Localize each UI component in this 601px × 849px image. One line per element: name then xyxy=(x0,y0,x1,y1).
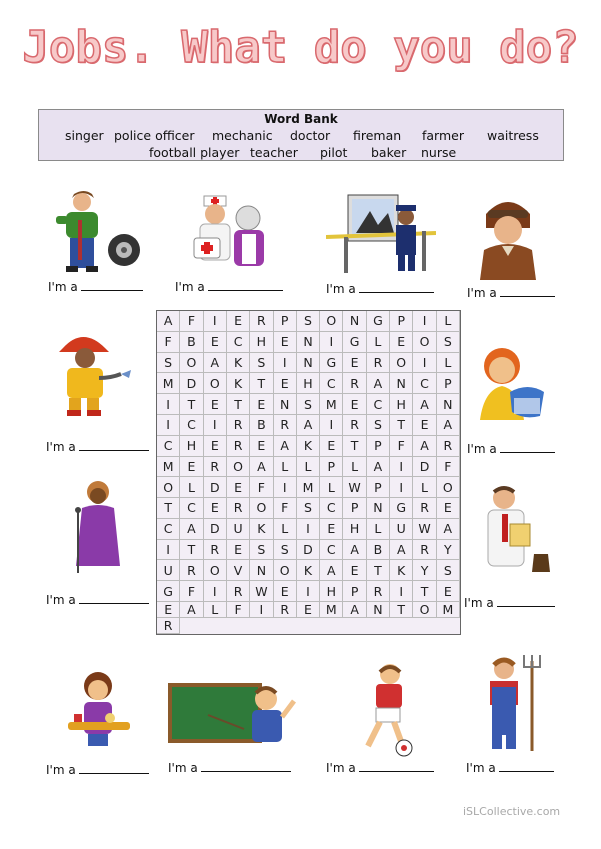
page-title: Jobs. What do you do? xyxy=(22,22,579,73)
grid-letter[interactable]: I xyxy=(297,519,320,540)
police-officer-picture xyxy=(326,193,436,278)
grid-letter[interactable]: C xyxy=(157,436,180,457)
teacher-picture xyxy=(168,683,300,753)
mechanic-picture xyxy=(52,188,142,276)
grid-letter[interactable]: W xyxy=(343,477,366,498)
answer-line[interactable]: I'm a xyxy=(466,761,554,775)
grid-letter[interactable]: T xyxy=(390,602,413,618)
word-bank-word: mechanic xyxy=(212,128,273,143)
grid-letter[interactable]: R xyxy=(204,457,227,478)
answer-line[interactable]: I'm a xyxy=(168,761,291,775)
grid-letter[interactable]: L xyxy=(367,519,390,540)
grid-letter[interactable]: T xyxy=(250,373,273,394)
grid-letter[interactable]: S xyxy=(297,394,320,415)
answer-line[interactable]: I'm a xyxy=(326,282,434,296)
word-bank-word: doctor xyxy=(290,128,331,143)
grid-letter[interactable]: E xyxy=(204,332,227,353)
grid-letter[interactable]: C xyxy=(180,415,203,436)
grid-letter[interactable]: A xyxy=(367,457,390,478)
grid-letter[interactable]: N xyxy=(343,311,366,332)
grid-letter[interactable]: O xyxy=(413,332,436,353)
grid-letter[interactable]: P xyxy=(367,436,390,457)
grid-letter[interactable]: E xyxy=(437,498,460,519)
grid-letter[interactable]: E xyxy=(204,394,227,415)
grid-letter[interactable]: A xyxy=(437,415,460,436)
grid-letter[interactable]: S xyxy=(157,353,180,374)
grid-letter[interactable]: A xyxy=(297,415,320,436)
grid-letter[interactable]: N xyxy=(297,332,320,353)
grid-letter[interactable]: G xyxy=(367,311,390,332)
grid-letter[interactable]: C xyxy=(157,519,180,540)
grid-letter[interactable]: E xyxy=(227,477,250,498)
grid-letter[interactable]: R xyxy=(274,602,297,618)
grid-letter[interactable]: I xyxy=(390,581,413,602)
grid-letter[interactable]: F xyxy=(250,477,273,498)
grid-letter[interactable]: D xyxy=(297,540,320,561)
grid-letter[interactable]: R xyxy=(227,415,250,436)
nurse-picture xyxy=(190,190,275,275)
grid-letter[interactable]: R xyxy=(343,373,366,394)
farmer-picture xyxy=(478,653,546,753)
grid-letter[interactable]: I xyxy=(157,540,180,561)
grid-letter[interactable]: T xyxy=(180,394,203,415)
pilot-picture xyxy=(472,192,544,280)
grid-letter[interactable]: O xyxy=(274,560,297,581)
grid-letter[interactable]: L xyxy=(204,602,227,618)
grid-letter[interactable]: T xyxy=(157,498,180,519)
grid-letter[interactable]: O xyxy=(204,560,227,581)
grid-letter[interactable]: S xyxy=(250,540,273,561)
grid-letter[interactable]: N xyxy=(367,602,390,618)
grid-letter[interactable]: K xyxy=(250,519,273,540)
grid-letter[interactable]: L xyxy=(320,477,343,498)
grid-letter[interactable]: M xyxy=(320,394,343,415)
grid-letter[interactable]: N xyxy=(367,498,390,519)
grid-letter[interactable]: K xyxy=(297,436,320,457)
grid-letter[interactable]: Y xyxy=(413,560,436,581)
grid-letter[interactable]: L xyxy=(437,311,460,332)
grid-letter[interactable]: R xyxy=(413,540,436,561)
grid-letter[interactable]: R xyxy=(180,560,203,581)
grid-letter[interactable]: W xyxy=(413,519,436,540)
grid-letter[interactable]: F xyxy=(390,436,413,457)
grid-letter[interactable]: E xyxy=(250,394,273,415)
grid-letter[interactable]: S xyxy=(250,353,273,374)
grid-letter[interactable]: L xyxy=(297,457,320,478)
grid-letter[interactable]: B xyxy=(367,540,390,561)
grid-letter[interactable]: C xyxy=(413,373,436,394)
grid-letter[interactable]: A xyxy=(180,519,203,540)
grid-letter[interactable]: C xyxy=(320,540,343,561)
grid-letter[interactable]: A xyxy=(413,436,436,457)
grid-letter[interactable]: I xyxy=(413,311,436,332)
grid-letter[interactable]: C xyxy=(320,498,343,519)
grid-letter[interactable]: U xyxy=(227,519,250,540)
grid-letter[interactable]: R xyxy=(157,618,180,634)
grid-letter[interactable]: A xyxy=(437,519,460,540)
grid-letter[interactable]: D xyxy=(204,477,227,498)
grid-letter[interactable]: K xyxy=(297,560,320,581)
grid-letter[interactable]: H xyxy=(250,332,273,353)
grid-letter[interactable]: E xyxy=(320,436,343,457)
grid-letter[interactable]: H xyxy=(343,519,366,540)
grid-letter[interactable]: O xyxy=(320,311,343,332)
grid-letter[interactable]: S xyxy=(437,560,460,581)
grid-letter[interactable]: O xyxy=(204,373,227,394)
grid-letter[interactable]: R xyxy=(367,353,390,374)
grid-letter[interactable]: H xyxy=(297,373,320,394)
grid-letter[interactable]: H xyxy=(180,436,203,457)
grid-letter[interactable]: I xyxy=(390,477,413,498)
grid-letter[interactable]: G xyxy=(157,581,180,602)
grid-letter[interactable]: I xyxy=(204,415,227,436)
grid-letter[interactable]: E xyxy=(437,581,460,602)
grid-letter[interactable]: U xyxy=(157,560,180,581)
grid-letter[interactable]: F xyxy=(180,581,203,602)
word-bank-word: pilot xyxy=(320,145,348,160)
grid-letter[interactable]: L xyxy=(274,457,297,478)
word-bank-word: fireman xyxy=(353,128,402,143)
grid-letter[interactable]: R xyxy=(227,498,250,519)
grid-letter[interactable]: E xyxy=(274,581,297,602)
grid-letter[interactable]: F xyxy=(227,602,250,618)
grid-letter[interactable]: E xyxy=(343,560,366,581)
grid-letter[interactable]: H xyxy=(390,394,413,415)
word-search-grid xyxy=(156,310,461,635)
grid-letter[interactable]: P xyxy=(390,311,413,332)
grid-letter[interactable]: L xyxy=(367,332,390,353)
grid-letter[interactable]: O xyxy=(250,498,273,519)
grid-letter[interactable]: E xyxy=(227,540,250,561)
grid-letter[interactable]: T xyxy=(343,436,366,457)
grid-letter[interactable]: G xyxy=(390,498,413,519)
word-bank-word: singer xyxy=(65,128,104,143)
grid-letter[interactable]: E xyxy=(180,457,203,478)
grid-letter[interactable]: R xyxy=(227,581,250,602)
grid-letter[interactable]: A xyxy=(204,353,227,374)
grid-letter[interactable]: W xyxy=(250,581,273,602)
grid-letter[interactable]: S xyxy=(297,311,320,332)
grid-letter[interactable]: L xyxy=(437,353,460,374)
answer-line[interactable]: I'm a xyxy=(46,593,149,607)
word-bank-word: football player xyxy=(149,145,240,160)
grid-letter[interactable]: E xyxy=(227,311,250,332)
grid-letter[interactable]: T xyxy=(227,394,250,415)
answer-line[interactable]: I'm a xyxy=(46,763,149,777)
grid-letter[interactable]: G xyxy=(320,353,343,374)
grid-letter[interactable]: T xyxy=(413,581,436,602)
grid-letter[interactable]: S xyxy=(274,540,297,561)
grid-letter[interactable]: R xyxy=(227,436,250,457)
grid-letter[interactable]: A xyxy=(250,457,273,478)
grid-letter[interactable]: C xyxy=(180,498,203,519)
grid-letter[interactable]: V xyxy=(227,560,250,581)
grid-letter[interactable]: I xyxy=(320,415,343,436)
grid-letter[interactable]: E xyxy=(413,415,436,436)
grid-letter[interactable]: E xyxy=(157,602,180,618)
answer-line[interactable]: I'm a xyxy=(46,440,149,454)
answer-line[interactable]: I'm a xyxy=(175,280,283,294)
word-bank-word: police officer xyxy=(114,128,195,143)
grid-letter[interactable]: A xyxy=(157,311,180,332)
grid-letter[interactable]: D xyxy=(413,457,436,478)
answer-line[interactable]: I'm a xyxy=(464,596,555,610)
grid-letter[interactable]: N xyxy=(437,394,460,415)
answer-line[interactable]: I'm a xyxy=(48,280,143,294)
grid-letter[interactable]: I xyxy=(413,353,436,374)
grid-letter[interactable]: E xyxy=(204,436,227,457)
grid-letter[interactable]: O xyxy=(227,457,250,478)
doctor-picture xyxy=(480,484,552,576)
waitress-picture xyxy=(64,668,134,748)
answer-line[interactable]: I'm a xyxy=(326,761,434,775)
grid-letter[interactable]: T xyxy=(390,415,413,436)
grid-letter[interactable]: L xyxy=(343,457,366,478)
grid-letter[interactable]: I xyxy=(157,394,180,415)
grid-letter[interactable]: L xyxy=(413,477,436,498)
word-bank-word: farmer xyxy=(422,128,464,143)
grid-letter[interactable]: T xyxy=(180,540,203,561)
grid-letter[interactable]: P xyxy=(343,581,366,602)
grid-letter[interactable]: E xyxy=(204,498,227,519)
singer-picture xyxy=(70,478,126,573)
grid-letter[interactable]: L xyxy=(180,477,203,498)
grid-letter[interactable]: R xyxy=(204,540,227,561)
grid-letter[interactable]: K xyxy=(390,560,413,581)
grid-letter[interactable]: I xyxy=(320,332,343,353)
grid-letter[interactable]: A xyxy=(367,373,390,394)
grid-letter[interactable]: S xyxy=(297,498,320,519)
grid-letter[interactable]: I xyxy=(204,581,227,602)
grid-letter[interactable]: P xyxy=(437,373,460,394)
grid-letter[interactable]: I xyxy=(274,477,297,498)
grid-letter[interactable]: N xyxy=(297,353,320,374)
grid-letter[interactable]: O xyxy=(180,353,203,374)
grid-letter[interactable]: S xyxy=(437,332,460,353)
word-bank-word: waitress xyxy=(487,128,539,143)
grid-letter[interactable]: R xyxy=(274,415,297,436)
grid-letter[interactable]: B xyxy=(180,332,203,353)
grid-letter[interactable]: R xyxy=(437,436,460,457)
grid-letter[interactable]: P xyxy=(343,498,366,519)
grid-letter[interactable]: E xyxy=(390,332,413,353)
grid-letter[interactable]: M xyxy=(157,457,180,478)
grid-letter[interactable]: E xyxy=(343,394,366,415)
grid-letter[interactable]: G xyxy=(343,332,366,353)
grid-letter[interactable]: T xyxy=(367,560,390,581)
football-player-picture xyxy=(346,660,418,758)
grid-letter[interactable]: L xyxy=(274,519,297,540)
grid-letter[interactable]: O xyxy=(157,477,180,498)
grid-letter[interactable]: P xyxy=(274,311,297,332)
grid-letter[interactable]: F xyxy=(180,311,203,332)
grid-letter[interactable]: D xyxy=(180,373,203,394)
grid-letter[interactable]: A xyxy=(180,602,203,618)
grid-letter[interactable]: O xyxy=(390,353,413,374)
grid-letter[interactable]: P xyxy=(367,477,390,498)
grid-letter[interactable]: M xyxy=(320,602,343,618)
grid-letter[interactable]: A xyxy=(390,540,413,561)
grid-letter[interactable]: F xyxy=(437,457,460,478)
grid-letter[interactable]: E xyxy=(250,436,273,457)
grid-letter[interactable]: N xyxy=(390,373,413,394)
grid-letter[interactable]: U xyxy=(390,519,413,540)
grid-letter[interactable]: M xyxy=(157,373,180,394)
grid-letter[interactable]: R xyxy=(413,498,436,519)
grid-letter[interactable]: C xyxy=(227,332,250,353)
grid-letter[interactable]: I xyxy=(274,353,297,374)
word-bank-word: teacher xyxy=(250,145,298,160)
answer-line[interactable]: I'm a xyxy=(467,442,555,456)
word-bank xyxy=(38,109,564,161)
grid-letter[interactable]: K xyxy=(227,353,250,374)
grid-letter[interactable]: O xyxy=(437,477,460,498)
grid-letter[interactable]: R xyxy=(367,581,390,602)
grid-letter[interactable]: A xyxy=(274,436,297,457)
grid-letter[interactable]: O xyxy=(413,602,436,618)
grid-letter[interactable]: M xyxy=(297,477,320,498)
grid-letter[interactable]: I xyxy=(390,457,413,478)
grid-letter[interactable]: E xyxy=(320,519,343,540)
grid-letter[interactable]: E xyxy=(274,332,297,353)
grid-letter[interactable]: I xyxy=(297,581,320,602)
grid-letter[interactable]: N xyxy=(274,394,297,415)
grid-letter[interactable]: N xyxy=(250,560,273,581)
grid-letter[interactable]: R xyxy=(343,415,366,436)
grid-letter[interactable]: I xyxy=(250,602,273,618)
baker-picture xyxy=(470,340,550,420)
grid-letter[interactable]: D xyxy=(204,519,227,540)
grid-letter[interactable]: A xyxy=(343,602,366,618)
grid-letter[interactable]: I xyxy=(157,415,180,436)
site-watermark: iSLCollective.com xyxy=(463,805,561,818)
word-bank-word: baker xyxy=(371,145,407,160)
word-bank-word: nurse xyxy=(421,145,457,160)
grid-letter[interactable]: E xyxy=(274,373,297,394)
fireman-picture xyxy=(55,328,135,418)
grid-letter[interactable]: R xyxy=(250,311,273,332)
grid-letter[interactable]: B xyxy=(250,415,273,436)
grid-letter[interactable]: F xyxy=(274,498,297,519)
grid-letter[interactable]: A xyxy=(320,560,343,581)
word-bank-heading: Word Bank xyxy=(264,112,338,126)
grid-letter[interactable]: E xyxy=(343,353,366,374)
grid-letter[interactable]: M xyxy=(437,602,460,618)
answer-line[interactable]: I'm a xyxy=(467,286,555,300)
grid-letter[interactable]: S xyxy=(367,415,390,436)
grid-letter[interactable]: A xyxy=(413,394,436,415)
grid-letter[interactable]: K xyxy=(227,373,250,394)
grid-letter[interactable]: P xyxy=(320,457,343,478)
grid-letter[interactable]: Y xyxy=(437,540,460,561)
grid-letter[interactable]: A xyxy=(343,540,366,561)
grid-letter[interactable]: C xyxy=(367,394,390,415)
grid-letter[interactable]: F xyxy=(157,332,180,353)
grid-letter[interactable]: C xyxy=(320,373,343,394)
grid-letter[interactable]: I xyxy=(204,311,227,332)
grid-letter[interactable]: H xyxy=(320,581,343,602)
grid-letter[interactable]: E xyxy=(297,602,320,618)
